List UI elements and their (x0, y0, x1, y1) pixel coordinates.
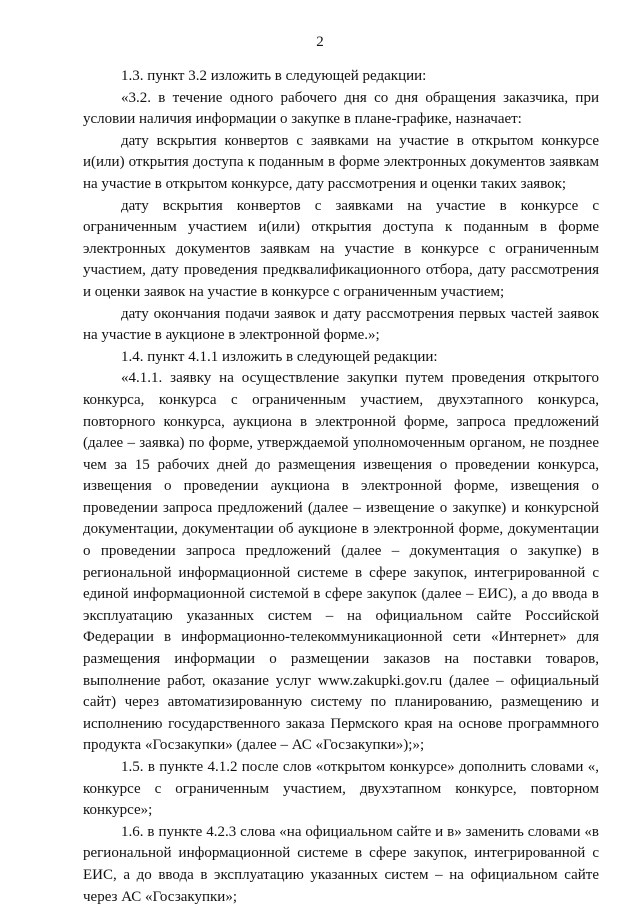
paragraph-auction-date: дату окончания подачи заявок и дату рассмотрения первых частей заявок на участие в аукционе в электронной форме.»; (83, 305, 599, 344)
paragraph-open-contest-date: дату вскрытия конвертов с заявками на участие в открытом конкурсе и(или) открытия доступа к поданным в форме электронных документов заявкам на участие в открытом конкурсе, дату рассмотрения и оценки таких заявок; (83, 132, 599, 192)
paragraph-limited-contest-date: дату вскрытия конвертов с заявками на участие в конкурсе с ограниченным участием и(или) открытия доступа к поданным в форме электронных документов заявкам на участие в конкурсе с ограниченным участием, дату проведения предквалификационного отбора, дату рассмотрения и оценки заявок на участие в конкурсе с ограниченным участием; (83, 197, 599, 300)
document-body (83, 66, 599, 908)
paragraph-1-6: 1.6. в пункте 4.2.3 слова «на официальном сайте и в» заменить словами «в региональной информационной системе в сфере закупок, интегрированной с ЕИС, а до ввода в эксплуатацию указанных систем – на официальном сайте через АС «Госзакупки»; (83, 823, 599, 905)
paragraph-1-5: 1.5. в пункте 4.1.2 после слов «открытом конкурсе» дополнить словами «, конкурсе с ограниченным участием, двухэтапном конкурсе, повторном конкурсе»; (83, 759, 599, 819)
page-number: 2 (316, 34, 324, 50)
paragraph-1-3: 1.3. пункт 3.2 изложить в следующей редакции: (121, 68, 427, 84)
paragraph-3-2-intro: «3.2. в течение одного рабочего дня со дня обращения заказчика, при условии наличия информации о закупке в плане-графике, назначает: (83, 89, 599, 128)
paragraph-1-4: 1.4. пункт 4.1.1 изложить в следующей редакции: (121, 348, 438, 365)
paragraph-4-1-1: «4.1.1. заявку на осуществление закупки путем проведения открытого конкурса, конкурса с ограниченным участием, двухэтапного конкурса, повторного конкурса, аукциона в электронной форме, запроса предложений (далее – заявка) по форме, утверждаемой уполномоченным органом, не позднее чем за 15 рабочих дней до размещения извещения о проведении конкурса, извещения о проведении аукциона в электронной форме, извещения о проведении запроса предложений (далее – извещение о закупке) и конкурсной документации, документации об аукционе в электронной форме, документации о проведении запроса предложений (далее – документация о закупке) в региональной информационной системе в сфере закупок, интегрированной с единой информационной системой в сфере закупок (далее – ЕИС), а до ввода в эксплуатацию указанных систем – на официальном сайте Российской Федерации в информационно-телекоммуникационной сети «Интернет» для размещения информации о размещении заказов на поставки товаров, выполнение работ, оказание услуг www.zakupki.gov.ru (далее – официальный сайт) через автоматизированную систему по планированию, размещению и исполнению государственного заказа Пермского края на основе программного продукта «Госзакупки» (далее – АС «Госзакупки»);»; (83, 370, 599, 754)
